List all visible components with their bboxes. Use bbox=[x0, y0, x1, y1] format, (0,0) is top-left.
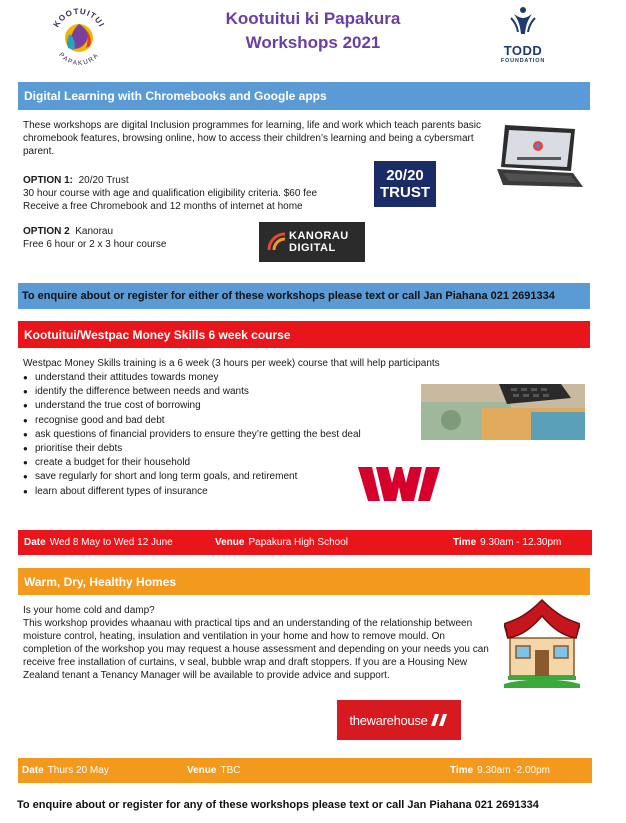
section-digital-enquire bbox=[18, 283, 590, 309]
option2-label: OPTION 2 bbox=[23, 226, 70, 237]
title-line-1: Kootuitui ki Papakura bbox=[225, 9, 401, 28]
todd-name: TODD bbox=[503, 43, 543, 58]
option2-block bbox=[23, 225, 253, 251]
todd-sub: FOUNDATION bbox=[500, 58, 546, 64]
logo-left-bottom-text: PAPAKURA bbox=[57, 51, 101, 68]
logo-left-top-text: KOOTUITUI bbox=[51, 6, 107, 29]
section-digital-enquire-text: To enquire about or register for either of these workshops please text or call Jan Piahana 021 2691334 bbox=[22, 290, 555, 302]
list-item: ● identify the difference between needs and wants bbox=[23, 385, 423, 399]
list-item: ● understand their attitudes towards money bbox=[23, 371, 423, 385]
list-item: ● prioritise their debts bbox=[23, 442, 423, 456]
the-warehouse-logo bbox=[337, 700, 461, 740]
todd-figure-icon bbox=[508, 6, 538, 36]
list-item: ● understand the true cost of borrowing bbox=[23, 399, 423, 413]
todd-foundation-logo bbox=[491, 6, 555, 62]
list-item: ● recognise good and bad debt bbox=[23, 414, 423, 428]
money-calculator-image bbox=[421, 384, 585, 440]
kanorau-logo-line2: DIGITAL bbox=[289, 242, 336, 254]
homes-time: Time 9.30am -2.00pm bbox=[450, 765, 550, 776]
section-digital-heading-text: Digital Learning with Chromebooks and Google apps bbox=[24, 89, 327, 103]
title-line-2: Workshops 2021 bbox=[245, 33, 381, 52]
section-homes-body: This workshop provides whaanau with practical tips and an understanding of the relationship between moisture control, heating, insulation and ventilation in your home and how to remove mould. On completion of the workshop you may request a house assessment and depending on your needs you can receive free installation of curtains, v seal, bubble wrap and draft stoppers. If you are a Housing New Zealand tenant a Tenancy Manager will be available to provide advice and support. bbox=[23, 618, 489, 681]
option2-name: Kanorau bbox=[75, 226, 114, 237]
money-time: Time 9.30am - 12.30pm bbox=[453, 537, 562, 548]
section-money-info-row bbox=[18, 530, 592, 555]
footer-enquire: To enquire about or register for any of these workshops please text or call Jan Piahana 021 2691334 bbox=[17, 799, 539, 811]
trust-logo-line2: TRUST bbox=[380, 184, 430, 201]
kootuitui-logo bbox=[46, 4, 112, 70]
list-item: ● save regularly for short and long term goals, and retirement bbox=[23, 470, 423, 484]
section-homes-info-row bbox=[18, 758, 592, 783]
section-homes-line1: Is your home cold and damp? bbox=[23, 605, 155, 616]
section-homes-heading-text: Warm, Dry, Healthy Homes bbox=[24, 574, 177, 589]
option1-name: 20/20 Trust bbox=[78, 175, 129, 186]
trust-logo-line1: 20/20 bbox=[386, 167, 424, 184]
chromebook-laptop-image bbox=[491, 119, 585, 193]
house-image bbox=[504, 590, 580, 688]
section-digital-heading bbox=[18, 82, 590, 110]
section-homes-text bbox=[23, 604, 493, 682]
option1-line2: Receive a free Chromebook and 12 months of internet at home bbox=[23, 201, 303, 212]
section-money-heading-text: Kootuitui/Westpac Money Skills 6 week course bbox=[24, 327, 291, 342]
section-digital-intro: These workshops are digital Inclusion programmes for learning, life and work which teach parents basic chromebook features, browsing online, how to access their children’s learning and being a cybersmart parent. bbox=[23, 120, 482, 157]
money-date: Date Wed 8 May to Wed 12 June bbox=[24, 537, 173, 548]
kanorau-arc-icon bbox=[267, 232, 287, 252]
option1-line1: 30 hour course with age and qualification eligibility criteria. $60 fee bbox=[23, 188, 318, 199]
section-money-intro: Westpac Money Skills training is a 6 week (3 hours per week) course that will help participants bbox=[23, 358, 440, 369]
page-header bbox=[0, 0, 626, 80]
trust-2020-logo bbox=[374, 161, 436, 207]
option1-block bbox=[23, 174, 383, 213]
kanorau-logo-line1: KANORAU bbox=[289, 230, 349, 242]
option1-label: OPTION 1: bbox=[23, 175, 74, 186]
list-item: ● create a budget for their household bbox=[23, 456, 423, 470]
kanorau-digital-logo bbox=[259, 222, 365, 262]
warehouse-logo-text: thewarehouse bbox=[349, 712, 428, 728]
list-item: ● learn about different types of insurance bbox=[23, 485, 423, 499]
list-item: ● ask questions of financial providers to ensure they’re getting the best deal bbox=[23, 428, 423, 442]
homes-venue: Venue TBC bbox=[187, 765, 241, 776]
section-money-heading bbox=[18, 321, 590, 348]
page-title bbox=[160, 7, 466, 55]
money-venue: Venue Papakura High School bbox=[215, 537, 348, 548]
westpac-logo bbox=[358, 467, 440, 501]
warehouse-slash-icon bbox=[431, 714, 449, 726]
homes-date: Date Thurs 20 May bbox=[22, 765, 109, 776]
option2-line1: Free 6 hour or 2 x 3 hour course bbox=[23, 239, 167, 250]
